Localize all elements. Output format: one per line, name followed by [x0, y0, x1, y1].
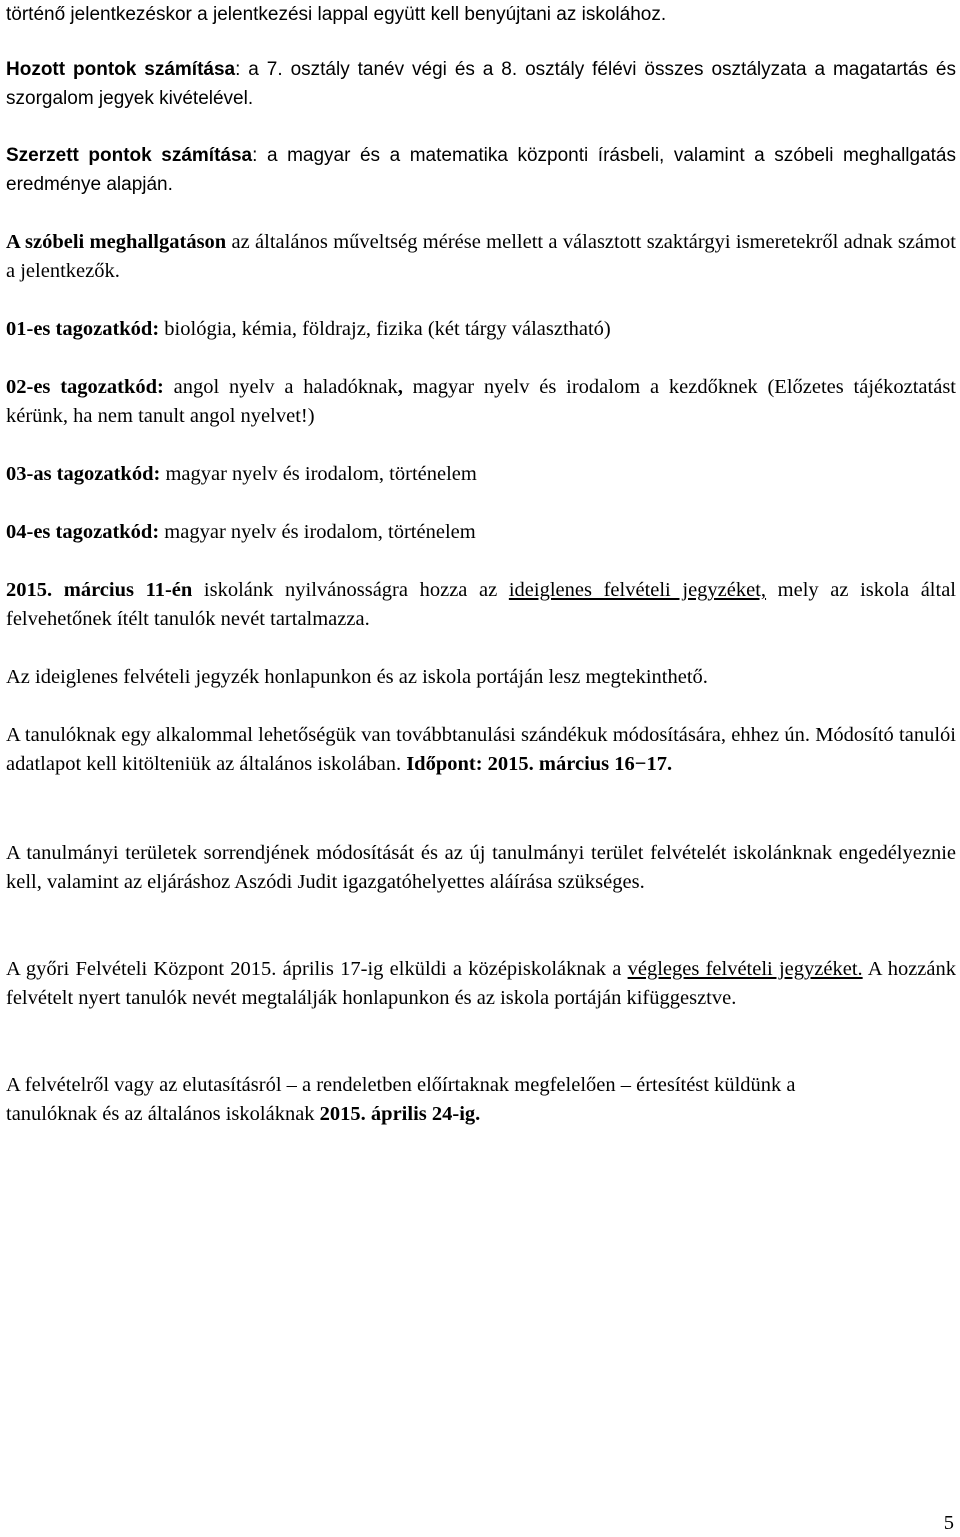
ideiglenes-jegyzek-text-a: iskolánk nyilvánosságra hozza az [192, 579, 509, 601]
paragraph-ideiglenes-jegyzek [6, 576, 956, 634]
szobeli-meghallgatas-text: az általános műveltség mérése mellett a választott szaktárgyi ismeretekről adnak számot a jelentkezők. [6, 231, 956, 282]
ertesites-text: A felvételről vagy az elutasításról – a rendeletben előírtaknak megfelelően – értesítést küldünk a tanulóknak és az általános iskoláknak [6, 1074, 796, 1125]
paragraph-tagozat-04 [6, 518, 956, 547]
paragraph-tagozat-01 [6, 315, 956, 344]
tagozat-04-label: 04-es tagozatkód: [6, 521, 160, 543]
paragraph-intro-continuation [6, 0, 956, 29]
szerzett-pontok-label: Szerzett pontok számítása [6, 145, 253, 166]
tagozat-03-label: 03-as tagozatkód: [6, 463, 161, 485]
paragraph-szobeli-meghallgatas [6, 228, 956, 286]
paragraph-sorrend-modositas [6, 839, 956, 897]
tagozat-01-label: 01-es tagozatkód: [6, 318, 160, 340]
tagozat-03-text: magyar nyelv és irodalom, történelem [160, 463, 477, 485]
tagozat-02-comma: , [397, 376, 403, 398]
paragraph-hozott-pontok [6, 55, 956, 113]
hozott-pontok-label: Hozott pontok számítása [6, 59, 236, 80]
ertesites-end: . [475, 1103, 481, 1125]
paragraph-tagozat-02 [6, 373, 956, 431]
intro-text: történő jelentkezéskor a jelentkezési lappal együtt kell benyújtani az iskolához. [6, 4, 667, 25]
paragraph-modositas [6, 721, 956, 779]
ideiglenes-jegyzek-date: 2015. március 11-én [6, 579, 193, 601]
sorrend-modositas-text: A tanulmányi területek sorrendjének módosítását és az új tanulmányi terület felvételét iskolánknak engedélyeznie kell, valamint az eljáráshoz Aszódi Judit igazgatóhelyettes aláírása szükséges. [6, 842, 956, 893]
hozott-pontok-text: : a 7. osztály tanév végi és a 8. osztály félévi összes osztályzata a magatartás és szorgalom jegyek kivételével. [6, 59, 956, 109]
vegleges-jegyzek-text-b: A hozzánk felvételt nyert tanulók nevét megtalálják honlapunkon és az iskola portáján kifüggesztve. [6, 958, 956, 1009]
ideiglenes-jegyzek-text-b: mely az iskola által felvehetőnek ítélt tanulók nevét tartalmazza. [6, 579, 956, 630]
paragraph-ertesites [6, 1071, 886, 1129]
vegleges-jegyzek-text-a: A győri Felvételi Központ 2015. április 17-ig elküldi a középiskoláknak a [6, 958, 628, 980]
tagozat-02-text-b: magyar nyelv és irodalom a kezdőknek (Előzetes tájékoztatást kérünk, ha nem tanult angol nyelvet!) [6, 376, 956, 427]
tagozat-02-label: 02-es tagozatkód: [6, 376, 164, 398]
szerzett-pontok-text: : a magyar és a matematika központi írásbeli, valamint a szóbeli meghallgatás eredménye alapján. [6, 145, 956, 195]
ideiglenes-jegyzek-link: ideiglenes felvételi jegyzéket, [508, 579, 767, 601]
paragraph-tagozat-03 [6, 460, 956, 489]
paragraph-megtekintes [6, 663, 956, 692]
tagozat-01-text: biológia, kémia, földrajz, fizika (két tárgy választható) [159, 318, 611, 340]
tagozat-04-text: magyar nyelv és irodalom, történelem [159, 521, 476, 543]
ertesites-date: 2015. április 24-ig [319, 1103, 476, 1125]
modositas-date: Időpont: 2015. március 16−17. [406, 753, 673, 775]
vegleges-jegyzek-link: végleges felvételi jegyzéket. [627, 958, 863, 980]
tagozat-02-text-a: angol nyelv a haladóknak [163, 376, 398, 398]
page-number: 5 [943, 1512, 954, 1534]
modositas-text: A tanulóknak egy alkalommal lehetőségük van továbbtanulási szándékuk módosítására, ehhez ún. Módosító tanulói adatlapot kell kitölteniük az általános iskolában. [6, 724, 956, 775]
szobeli-meghallgatas-label: A szóbeli meghallgatáson [6, 231, 227, 253]
megtekintes-text: Az ideiglenes felvételi jegyzék honlapunkon és az iskola portáján lesz megtekinthető. [6, 666, 708, 688]
paragraph-vegleges-jegyzek [6, 955, 956, 1013]
paragraph-szerzett-pontok [6, 141, 956, 199]
